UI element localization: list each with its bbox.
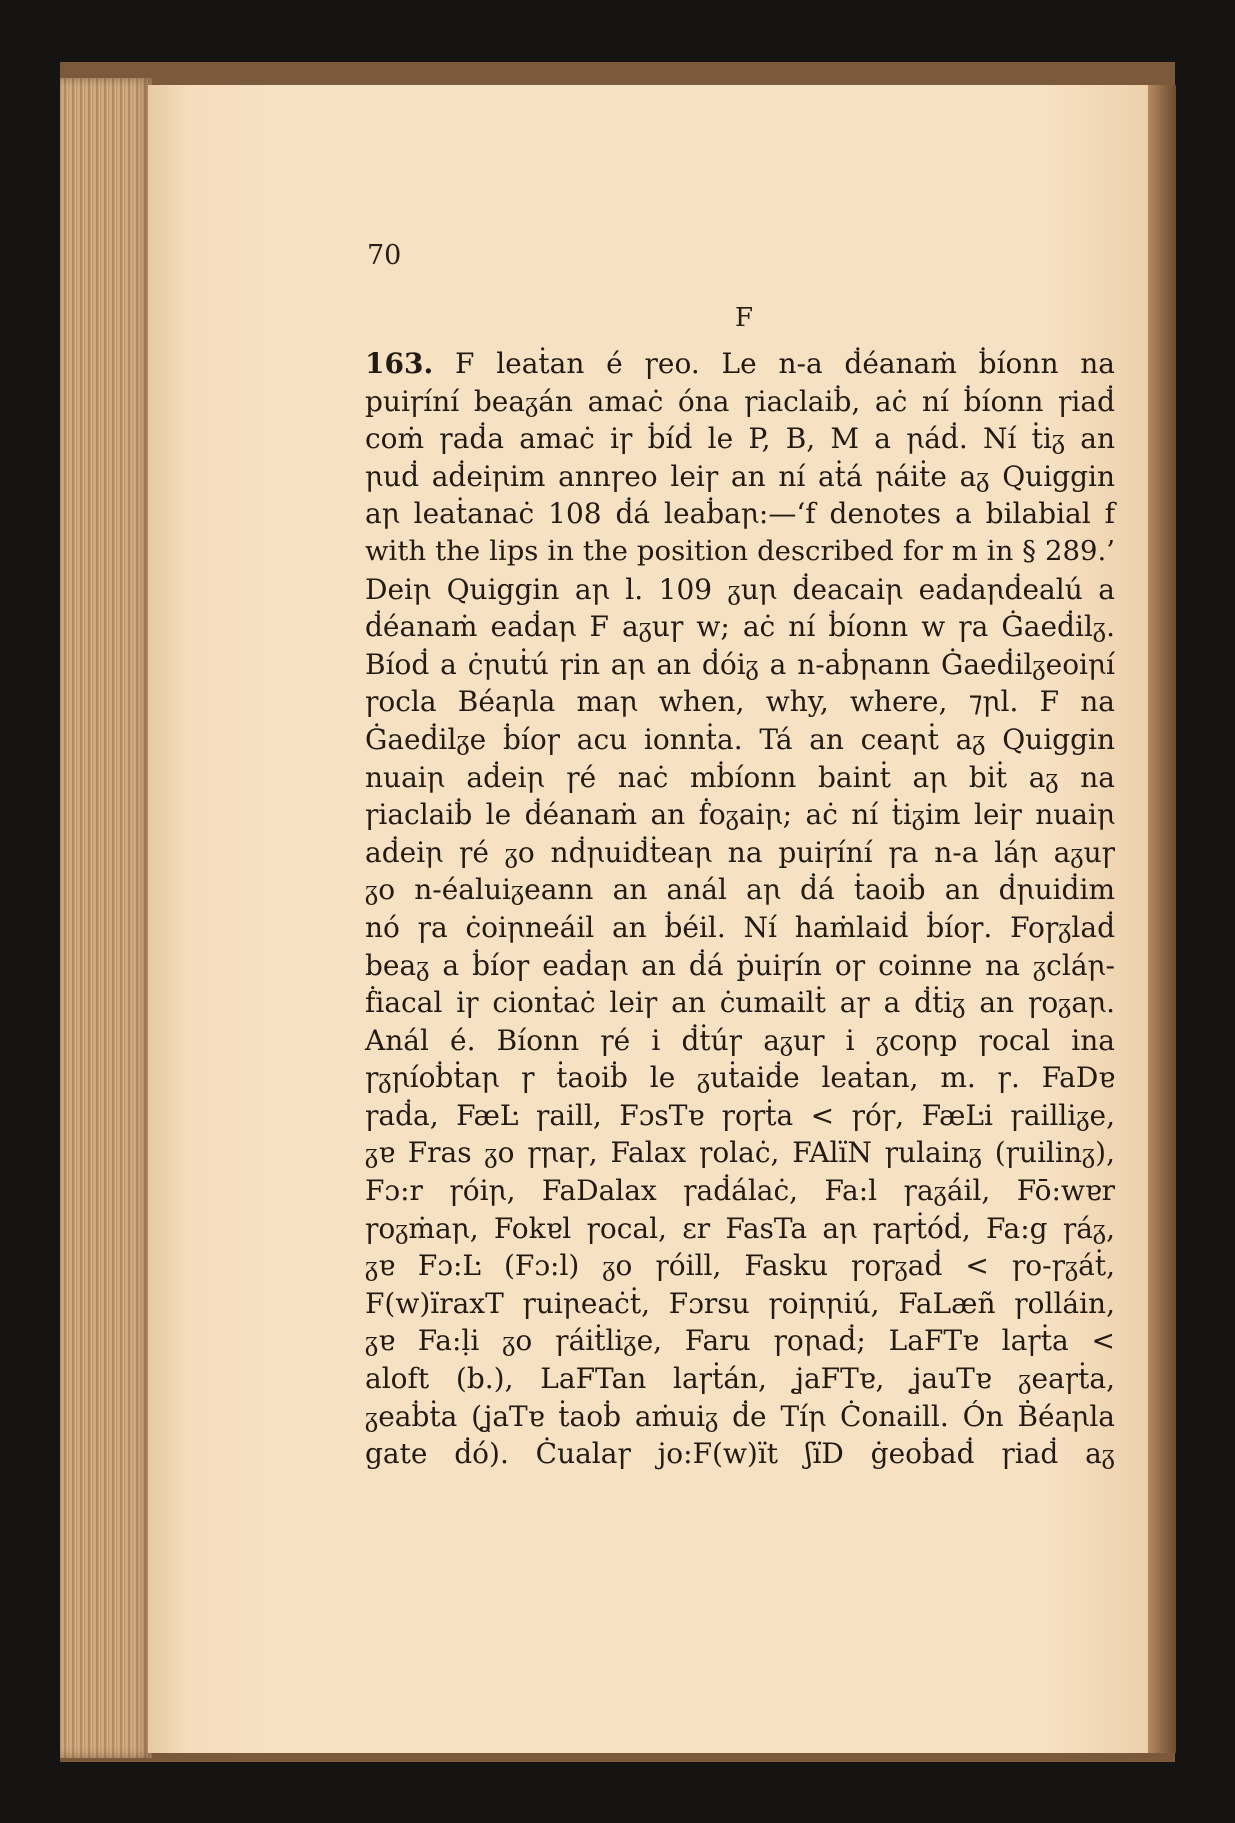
- text-line: ꞅaḋa, FæĿ ꞅaill, FɔsTɐ ꞅoꞅṫa < ꞅóꞅ, FæĿi ꞅailliᵹe,: [365, 1098, 1115, 1132]
- text-line: ḟiacal iꞅ cionṫaċ leiꞅ an ċumailṫ aꞅ a ḋṫiᵹ an ꞅoᵹaꞃ.: [365, 986, 1115, 1020]
- text-line: ᵹɐ Fa:ḷi ᵹo ꞅáiṫliᵹe, Faru ꞅoꞃaḋ; LaFTɐ laꞅṫa <: [365, 1324, 1115, 1358]
- page-gutter-shadow: [1148, 85, 1176, 1753]
- text-line: F(w)ïraxT ꞅuiꞃeaċṫ, Fɔrsu ꞅoiꞃꞃiú, FaLæñ ꞅolláin,: [365, 1286, 1115, 1320]
- page-edges: [60, 78, 152, 1758]
- text-line: ꞅiaclaiḃ le ḋéanaṁ an ḟoᵹaiꞃ; aċ ní ṫiᵹim leiꞅ nuaiꞃ: [365, 798, 1115, 832]
- text-line: aḋeiꞃ ꞅé ᵹo nḋꞃuiḋṫeaꞃ na puiꞅíní ꞅa n-a láꞃ aᵹuꞅ: [365, 835, 1115, 869]
- text-line-1: 163. F leaṫan é ꞅeo. Le n-a ḋéanaṁ ḃíonn na: [365, 347, 1115, 380]
- page-number: 70: [367, 240, 402, 271]
- section-heading: F: [735, 303, 754, 333]
- text-line: ḋéanaṁ eaḋaꞃ F aᵹuꞅ w; aċ ní ḃíonn w ꞅa Ġaeḋilᵹ.: [365, 610, 1115, 644]
- text-line: ꞅᵹꞃíoḃṫaꞃ ꞅ ṫaoiḃ le ᵹuṫaiḋe leaṫan, m. ꞅ. FaDɐ: [365, 1061, 1115, 1095]
- text-line: Anál é. Bíonn ꞅé i ḋṫúꞅ aᵹuꞅ i ᵹcoꞃp ꞅocal ina: [365, 1023, 1115, 1057]
- text-line: ᵹeaḃṫa (ʝaTɐ ṫaoḃ aṁuiᵹ ḋe Tíꞃ Ċonaill. Ón Ḃéaꞃla: [365, 1399, 1115, 1433]
- text-line: puiꞅíní beaᵹán amaċ óna ꞅiaclaiḃ, aċ ní ḃíonn ꞅiaḋ: [365, 384, 1115, 418]
- text-line: with the lips in the position described for m in § 289.’: [365, 534, 1115, 567]
- text-line: nó ꞅa ċoiꞃneáil an ḃéil. Ní haṁlaiḋ ḃíoꞅ. Foꞅᵹlaḋ: [365, 910, 1115, 944]
- text-line: ꞅoᵹṁaꞃ, Fokɐl ꞅocal, ɛr FasTa aꞃ ꞅaꞅṫóḋ, Fa:g ꞅáᵹ,: [365, 1211, 1115, 1245]
- text-line: Deiꞃ Quiggin aꞃ l. 109 ᵹuꞃ ḋeacaiꞃ eaḋaꞃḋealú a: [365, 572, 1115, 606]
- text-line: ᵹɐ Fras ᵹo ꞅꞃaꞅ, Falax ꞅolaċ, FAlïN ꞅulainᵹ (ꞅuilinᵹ),: [365, 1136, 1115, 1170]
- text-line: aꞃ leaṫanaċ 108 ḋá leaḃaꞃ:—‘f denotes a bilabial f: [365, 497, 1115, 531]
- section-number: 163.: [365, 347, 434, 380]
- text-line: gate ḋó). Ċualaꞅ jo:F(w)ït ʃïD ġeoḃaḋ ꞅiaḋ aᵹ: [365, 1437, 1115, 1471]
- text-line: beaᵹ a ḃíoꞅ eaḋaꞃ an ḋá ṗuiꞅín oꞅ coinne na ᵹcláꞃ-: [365, 948, 1115, 982]
- text-line: aloft (b.), LaFTan laꞅṫán, ʝaFTɐ, ʝauTɐ ᵹeaꞅṫa,: [365, 1362, 1115, 1396]
- text-line: nuaiꞃ aḋeiꞃ ꞅé naċ mḃíonn bainṫ aꞃ biṫ aᵹ na: [365, 760, 1115, 794]
- text-line: ᵹɐ Fɔ:Ŀ (Fɔ:l) ᵹo ꞅóill, Fasku ꞅoꞅᵹaḋ < ꞅo-ꞅᵹáṫ,: [365, 1249, 1115, 1283]
- text-line: Fɔ:r ꞅóiꞃ, FaDalax ꞅaḋálaċ, Fa:l ꞅaᵹáil, Fō:wɐr: [365, 1174, 1115, 1208]
- text-line: coṁ ꞅaḋa amaċ iꞅ ḃíḋ le P, B, M a ꞃáḋ. Ní ṫiᵹ an: [365, 422, 1115, 456]
- text-line: ᵹo n-éaluiᵹeann an anál aꞃ ḋá ṫaoiḃ an ḋꞃuiḋim: [365, 873, 1115, 907]
- text-line: Ġaeḋilᵹe ḃíoꞅ acu ionnṫa. Tá an ceaꞃṫ aᵹ Quiggin: [365, 722, 1115, 756]
- text-line: ꞃuḋ aḋeiꞃim annꞅeo leiꞅ an ní aṫá ꞃáiṫe aᵹ Quiggin: [365, 459, 1115, 493]
- body-text: [365, 345, 1115, 1473]
- text-line: Bíoḋ a ċꞃuṫú ꞅin aꞃ an ḋóiᵹ a n-aḃꞃann Ġaeḋilᵹeoiꞃí: [365, 647, 1115, 681]
- text-line: ꞅocla Béaꞃla maꞃ when, why, where, ⁊ꞃl. F na: [365, 685, 1115, 719]
